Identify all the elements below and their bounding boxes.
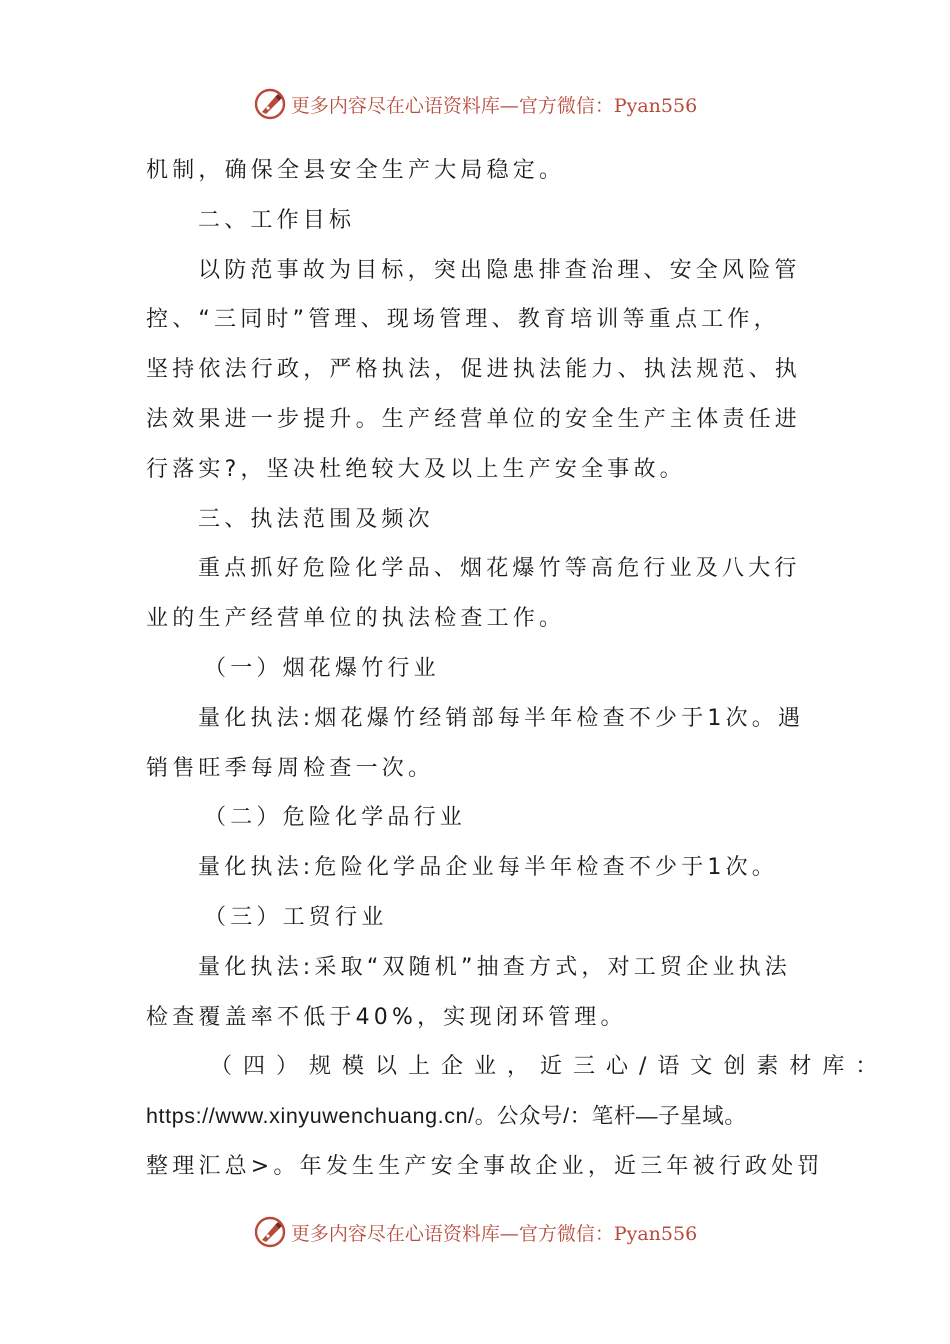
subsection-heading: （二）危险化学品行业 xyxy=(204,805,467,831)
header-banner xyxy=(0,84,950,124)
document-body xyxy=(146,146,889,1192)
paragraph-line: 整理汇总>。年发生生产安全事故企业，近三年被行政处罚 xyxy=(146,1153,824,1179)
subsection-heading: （四）规模以上企业，近三心/语文创素材库： xyxy=(210,1054,889,1080)
paragraph-line: 量化执法:烟花爆竹经销部每半年检查不少于1次。遇 xyxy=(198,705,805,731)
pen-nib-logo-icon xyxy=(253,1215,287,1249)
paragraph-line: 重点抓好危险化学品、烟花爆竹等高危行业及八大行 xyxy=(198,556,801,582)
paragraph-line: 法效果进一步提升。生产经营单位的安全生产主体责任进 xyxy=(146,406,802,432)
paragraph-line: 坚持依法行政，严格执法，促进执法能力、执法规范、执 xyxy=(146,357,802,383)
paragraph-line: 以防范事故为目标，突出隐患排查治理、安全风险管 xyxy=(198,257,801,283)
header-banner-text: 更多内容尽在心语资料库—官方微信：Pyan556 xyxy=(290,94,698,117)
paragraph-line: 量化执法:采取“双随机”抽查方式，对工贸企业执法 xyxy=(198,954,792,980)
paragraph-line: 销售旺季每周检查一次。 xyxy=(146,755,435,781)
section-heading: 二、工作目标 xyxy=(198,207,356,233)
subsection-heading: （一）烟花爆竹行业 xyxy=(204,655,440,681)
paragraph-line: 机制，确保全县安全生产大局稳定。 xyxy=(146,158,566,183)
paragraph-line: 检查覆盖率不低于40%，实现闭环管理。 xyxy=(146,1004,627,1030)
footer-banner xyxy=(0,1212,950,1252)
paragraph-line: https://www.xinyuwenchuang.cn/。公众号/：笔杆—子星域。 xyxy=(146,1104,747,1129)
section-heading: 三、执法范围及频次 xyxy=(198,506,434,532)
paragraph-line: 量化执法:危险化学品企业每半年检查不少于1次。 xyxy=(198,855,779,881)
paragraph-line: 控、“三同时”管理、现场管理、教育培训等重点工作， xyxy=(146,307,780,333)
paragraph-line: 行落实?，坚决杜绝较大及以上生产安全事故。 xyxy=(146,456,686,482)
footer-banner-text: 更多内容尽在心语资料库—官方微信：Pyan556 xyxy=(290,1222,698,1245)
paragraph-line: 业的生产经营单位的执法检查工作。 xyxy=(146,606,566,632)
subsection-heading: （三）工贸行业 xyxy=(204,904,388,930)
pen-nib-logo-icon xyxy=(253,87,287,121)
